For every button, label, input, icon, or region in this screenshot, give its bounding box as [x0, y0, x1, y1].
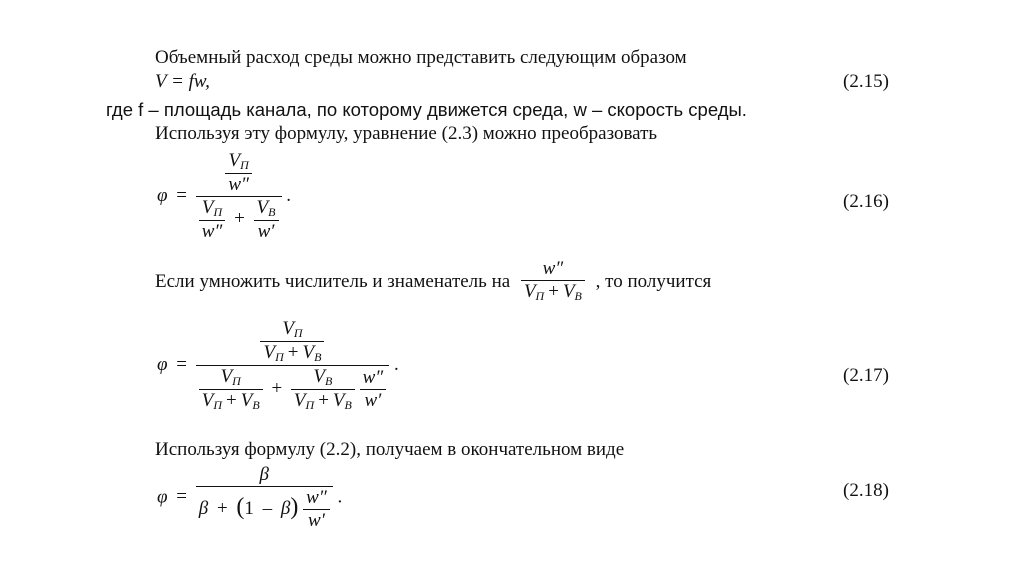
text-line-4: Если умножить числитель и знаменатель на $\frac{w''}{V_П + V_В}$ , то получится — [155, 258, 711, 307]
main-fraction: β β + (1 – β) $\frac{w''}{w'}$ — [196, 464, 333, 532]
equation-2-16: φ = $\frac{V_П}{w''}$ $\frac{V_П}{w''}$ + $\frac{V_В}{w'}$ . — [157, 150, 291, 242]
inline-fraction: $\frac{w''}{V_П + V_В}$ — [521, 258, 585, 307]
text-line-3: Используя эту формулу, уравнение (2.3) можно преобразовать — [155, 123, 658, 144]
equals-sign: = — [176, 184, 187, 206]
equation-2-17: φ = $\frac{V_П}{V_П + V_В}$ $\frac{V_П}{V_П + V_В}$ + $\frac{V_В}{V_П + V_В}$ $\frac{w''}{w'}$ . — [157, 318, 399, 412]
equation-2-15: V = fw, — [155, 71, 210, 92]
text-line-5: Используя формулу (2.2), получаем в окончательном виде — [155, 439, 625, 460]
denominator-term-2: $\frac{V_В}{w'}$ — [254, 197, 279, 243]
equation-number-2-18: (2.18) — [843, 480, 889, 501]
equation-number-2-16: (2.16) — [843, 191, 889, 212]
main-fraction: $\frac{V_П}{V_П + V_В}$ $\frac{V_П}{V_П + V_В}$ + $\frac{V_В}{V_П + V_В}$ $\frac{w''}{w'}$ — [196, 318, 389, 413]
numerator-fraction: $\frac{V_П}{w''}$ — [225, 150, 252, 196]
text-line-1: Объемный расход среды можно представить следующим образом — [155, 47, 687, 68]
denominator-term-1: $\frac{V_П}{w''}$ — [199, 197, 226, 243]
equation-number-2-17: (2.17) — [843, 365, 889, 386]
equation-2-18: φ = β β + (1 – β) $\frac{w''}{w'}$ . — [157, 464, 343, 531]
phi-symbol: φ — [157, 184, 168, 206]
equation-number-2-15: (2.15) — [843, 71, 889, 92]
main-fraction: $\frac{V_П}{w''}$ $\frac{V_П}{w''}$ + $\frac{V_В}{w'}$ — [196, 150, 282, 243]
text-line-2: где f – площадь канала, по которому движется среда, w – скорость среды. — [106, 99, 747, 120]
